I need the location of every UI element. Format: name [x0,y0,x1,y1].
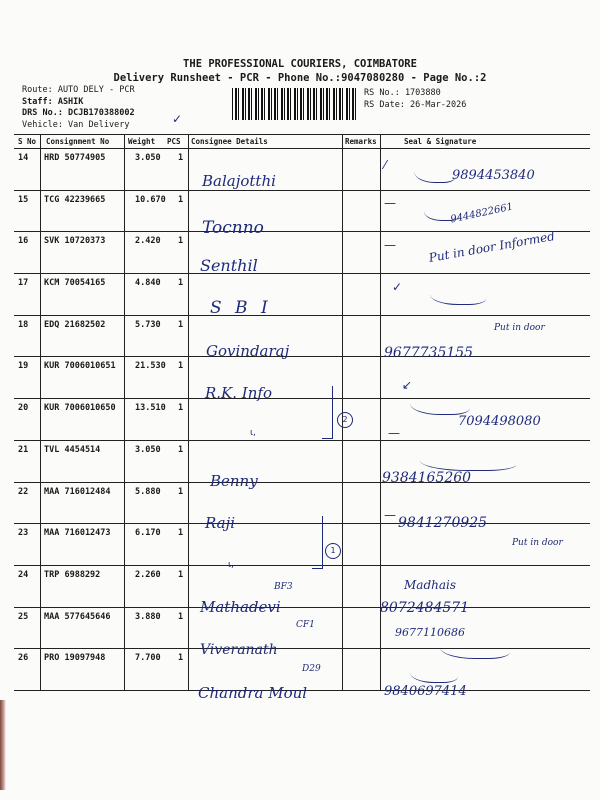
handwritten-phone: 9677110686 [395,626,465,639]
cell-pcs: 1 [178,444,184,455]
meta-left [22,85,135,131]
delivery-tick: — [384,508,396,522]
cell-weight: 3.050 [135,153,161,163]
handwritten-note: Madhais [404,578,457,592]
handwritten-name: Govindaraj [206,342,290,360]
cell-sno: 16 [18,236,29,247]
cell-consignment: SVK 10720373 [44,236,106,247]
pen-tick-mark: ✓ [172,112,183,126]
divider [124,135,125,691]
handwritten-note: CF1 [296,620,315,630]
cell-consignment: KUR 7006010651 [44,361,116,372]
cell-sno: 17 [18,278,29,289]
handwritten-name: Senthil [200,256,258,275]
handwritten-name: Mathadevi [200,598,281,616]
pen-mark: ι, [250,428,256,438]
table-header-row [14,135,590,149]
delivery-tick: ✓ [392,280,403,294]
col-seal: Seal & Signature [404,137,477,146]
delivery-tick: — [384,196,396,210]
delivery-tick: — [388,426,400,440]
handwritten-note: Put in door [512,538,563,548]
table-row [14,566,590,608]
rs-number: RS No.: 1703880 [364,88,441,98]
delivery-tick: — [384,238,396,252]
cell-weight: 3.880 [135,611,161,622]
table-row [14,316,590,358]
barcode [232,88,358,120]
circled-mark: 2 [337,412,353,428]
col-pcs: PCS [167,137,181,146]
route-text: Route: AUTO DELY - PCR [22,85,135,95]
cell-consignment: TRP 6988292 [44,569,101,580]
handwritten-phone: 7094498080 [458,414,541,429]
cell-sno: 15 [18,194,29,205]
cell-weight: 2.260 [135,569,161,580]
cell-pcs: 1 [178,278,184,289]
pen-mark: ι, [228,560,234,570]
handwritten-phone: 9841270925 [398,515,488,531]
bracket-mark [312,516,323,569]
cell-weight: 6.170 [135,528,161,539]
cell-pcs: 1 [178,319,184,330]
table-row [14,524,590,566]
handwritten-note: D29 [302,664,321,674]
staff-text: Staff: ASHIK [22,96,84,107]
handwritten-name: Tocnno [202,218,264,238]
cell-weight: 5.880 [135,486,161,497]
vehicle-text: Vehicle: Van Delivery [22,119,130,130]
cell-consignment: PRO 19097948 [44,653,106,664]
cell-consignment: TVL 4454514 [44,444,101,455]
handwritten-note: BF3 [274,582,293,592]
cell-consignment: MAA 716012473 [44,528,111,539]
runsheet-subtitle: Delivery Runsheet - PCR - Phone No.:9047080280 - Page No.:2 [113,72,487,84]
col-remarks: Remarks [345,137,377,146]
cell-pcs: 1 [178,194,184,205]
cell-sno: 21 [18,444,29,455]
cell-pcs: 1 [178,153,184,163]
handwritten-name: S B I [210,298,272,318]
cell-consignment: MAA 577645646 [44,611,111,622]
table-row [14,274,590,316]
col-consignee: Consignee Details [191,137,268,146]
delivery-tick: ↙ [402,378,413,392]
cell-pcs: 1 [178,528,184,539]
cell-consignment: TCG 42239665 [44,194,106,205]
handwritten-name: Benny [210,472,258,490]
cell-weight: 2.420 [135,236,161,247]
cell-weight: 21.530 [135,361,166,372]
cell-sno: 26 [18,653,29,664]
cell-weight: 10.670 [135,194,166,205]
cell-sno: 23 [18,528,29,539]
cell-pcs: 1 [178,611,184,622]
cell-sno: 20 [18,403,29,414]
cell-pcs: 1 [178,486,184,497]
cell-sno: 14 [18,153,29,163]
cell-pcs: 1 [178,569,184,580]
cell-weight: 13.510 [135,403,166,414]
col-sno: S No [18,137,37,146]
company-title: THE PROFESSIONAL COURIERS, COIMBATORE [183,58,417,70]
handwritten-name: Chandra Moul [198,684,308,702]
cell-sno: 25 [18,611,29,622]
cell-sno: 19 [18,361,29,372]
delivery-tick: ⁄ [384,158,387,172]
cell-pcs: 1 [178,236,184,247]
handwritten-phone: 9894453840 [452,168,535,183]
col-consignment: Consignment No [46,137,110,146]
table-row [14,357,590,399]
drs-text: DRS No.: DCJB170388002 [22,108,135,118]
cell-consignment: EDQ 21682502 [44,319,106,330]
cell-consignment: KCM 70054165 [44,278,106,289]
cell-pcs: 1 [178,403,184,414]
cell-pcs: 1 [178,361,184,372]
handwritten-note: Put in door Informed [427,229,556,265]
cell-consignment: MAA 716012484 [44,486,111,497]
handwritten-name: Balajotthi [202,172,276,190]
col-weight: Weight [128,137,156,146]
cell-weight: 3.050 [135,444,161,455]
circled-mark: 1 [325,543,341,559]
cell-consignment: HRD 50774905 [44,153,106,163]
runsheet-table [14,134,590,691]
handwritten-name: R.K. Info [205,384,272,402]
rs-date: RS Date: 26-Mar-2026 [364,99,467,110]
meta-right [364,88,466,111]
handwritten-name: Viveranath [200,642,278,658]
cell-sno: 22 [18,486,29,497]
bracket-mark [322,386,333,439]
cell-sno: 18 [18,319,29,330]
cell-weight: 4.840 [135,278,161,289]
cell-weight: 5.730 [135,319,161,330]
handwritten-note: Put in door [494,323,545,333]
cell-sno: 24 [18,569,29,580]
divider [40,135,41,691]
handwritten-phone: 9840697414 [384,684,467,699]
cell-pcs: 1 [178,653,184,664]
handwritten-name: Raji [205,514,236,532]
handwritten-phone: 9444822661 [449,201,515,226]
handwritten-phone: 9677735155 [384,345,474,361]
table-row [14,483,590,525]
cell-consignment: KUR 7006010650 [44,403,116,414]
handwritten-phone: 9384165260 [382,470,472,486]
cell-weight: 7.700 [135,653,161,664]
paper-edge-shadow [0,700,6,790]
divider [188,135,189,691]
handwritten-phone: 8072484571 [380,600,470,616]
